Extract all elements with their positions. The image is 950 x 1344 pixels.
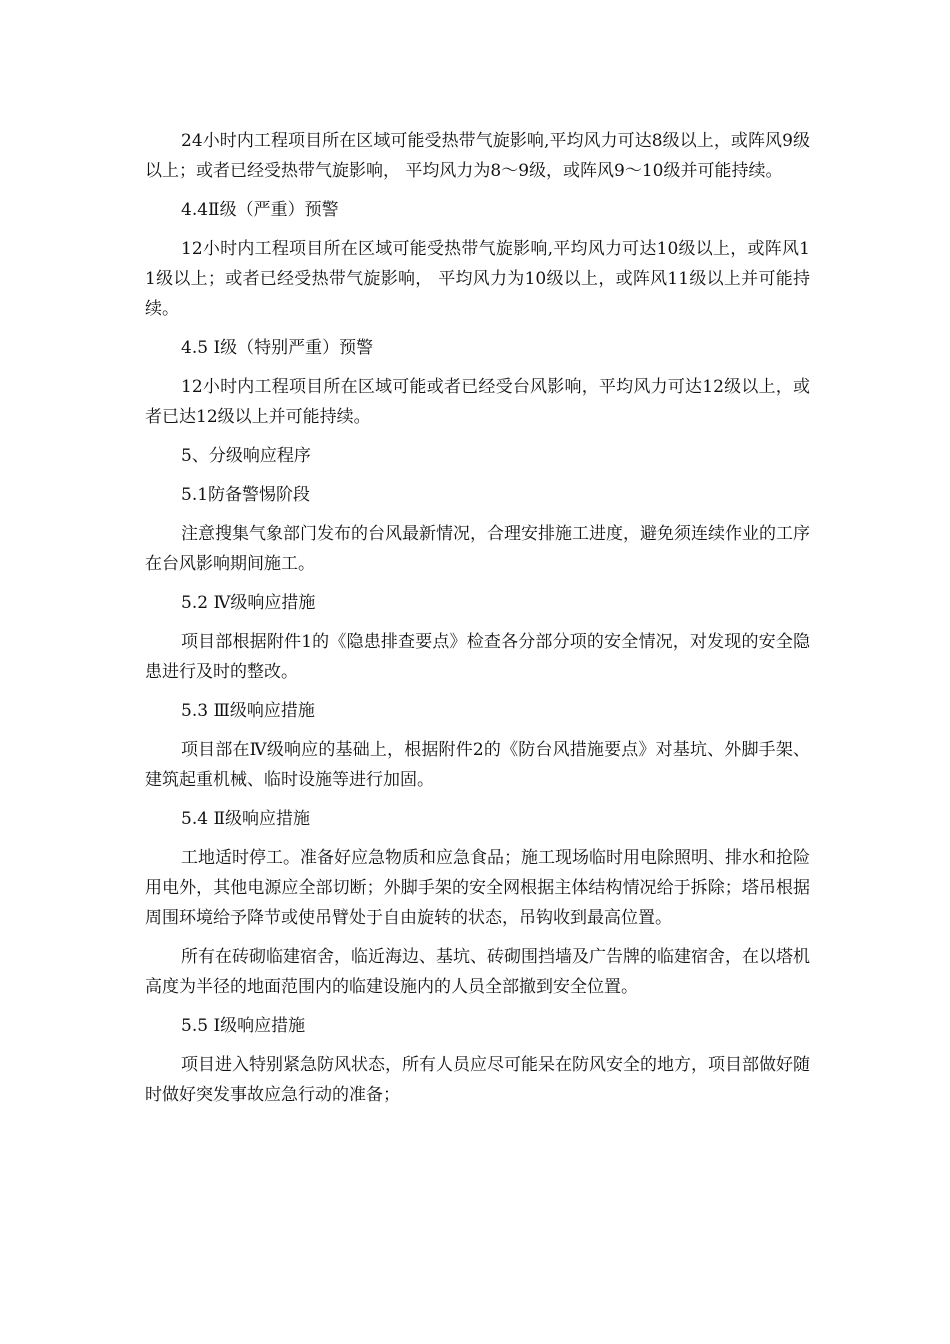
paragraph-level3-warning-text: 24小时内工程项目所在区域可能受热带气旋影响,平均风力可达8级以上，或阵风9级以上；或者已经受热带气旋影响， 平均风力为8～9级，或阵风9～10级并可能持续。 bbox=[145, 131, 810, 181]
heading-5-5: 5.5 Ⅰ级响应措施 bbox=[181, 1016, 306, 1036]
heading-4-5: 4.5 Ⅰ级（特别严重）预警 bbox=[181, 338, 374, 358]
paragraph-5-4-evacuation-text: 所有在砖砌临建宿舍，临近海边、基坑、砖砌围挡墙及广告牌的临建宿舍，在以塔机高度为半径的地面范围内的临建设施内的人员全部撤到安全位置。 bbox=[145, 947, 810, 997]
paragraph-level2-warning-text: 12小时内工程项目所在区域可能受热带气旋影响,平均风力可达10级以上，或阵风11级以上；或者已经受热带气旋影响， 平均风力为10级以上，或阵风11级以上并可能持续。 bbox=[145, 239, 810, 319]
paragraph-5-4-text: 工地适时停工。准备好应急物质和应急食品；施工现场临时用电除照明、排水和抢险用电外，其他电源应全部切断；外脚手架的安全网根据主体结构情况给于拆除；塔吊根据周围环境给予降节或使吊臂处于自由旋转的状态，吊钩收到最高位置。 bbox=[145, 848, 810, 928]
heading-5-2: 5.2 Ⅳ级响应措施 bbox=[181, 593, 316, 613]
heading-5-3: 5.3 Ⅲ级响应措施 bbox=[181, 701, 315, 721]
document-body bbox=[145, 126, 810, 1119]
paragraph-level1-warning-text: 12小时内工程项目所在区域可能或者已经受台风影响，平均风力可达12级以上，或者已达12级以上并可能持续。 bbox=[145, 377, 810, 427]
heading-5: 5、分级响应程序 bbox=[181, 446, 311, 466]
paragraph-5-1-text: 注意搜集气象部门发布的台风最新情况，合理安排施工进度，避免须连续作业的工序在台风影响期间施工。 bbox=[145, 524, 810, 574]
paragraph-5-3-text: 项目部在Ⅳ级响应的基础上，根据附件2的《防台风措施要点》对基坑、外脚手架、建筑起重机械、临时设施等进行加固。 bbox=[145, 740, 810, 790]
heading-5-4: 5.4 Ⅱ级响应措施 bbox=[181, 809, 310, 829]
paragraph-5-2-text: 项目部根据附件1的《隐患排查要点》检查各分部分项的安全情况，对发现的安全隐患进行及时的整改。 bbox=[145, 632, 810, 682]
heading-5-1: 5.1防备警惕阶段 bbox=[181, 485, 311, 505]
paragraph-5-5-text: 项目进入特别紧急防风状态，所有人员应尽可能呆在防风安全的地方，项目部做好随时做好突发事故应急行动的准备； bbox=[145, 1055, 810, 1105]
heading-4-4: 4.4Ⅱ级（严重）预警 bbox=[181, 200, 339, 220]
